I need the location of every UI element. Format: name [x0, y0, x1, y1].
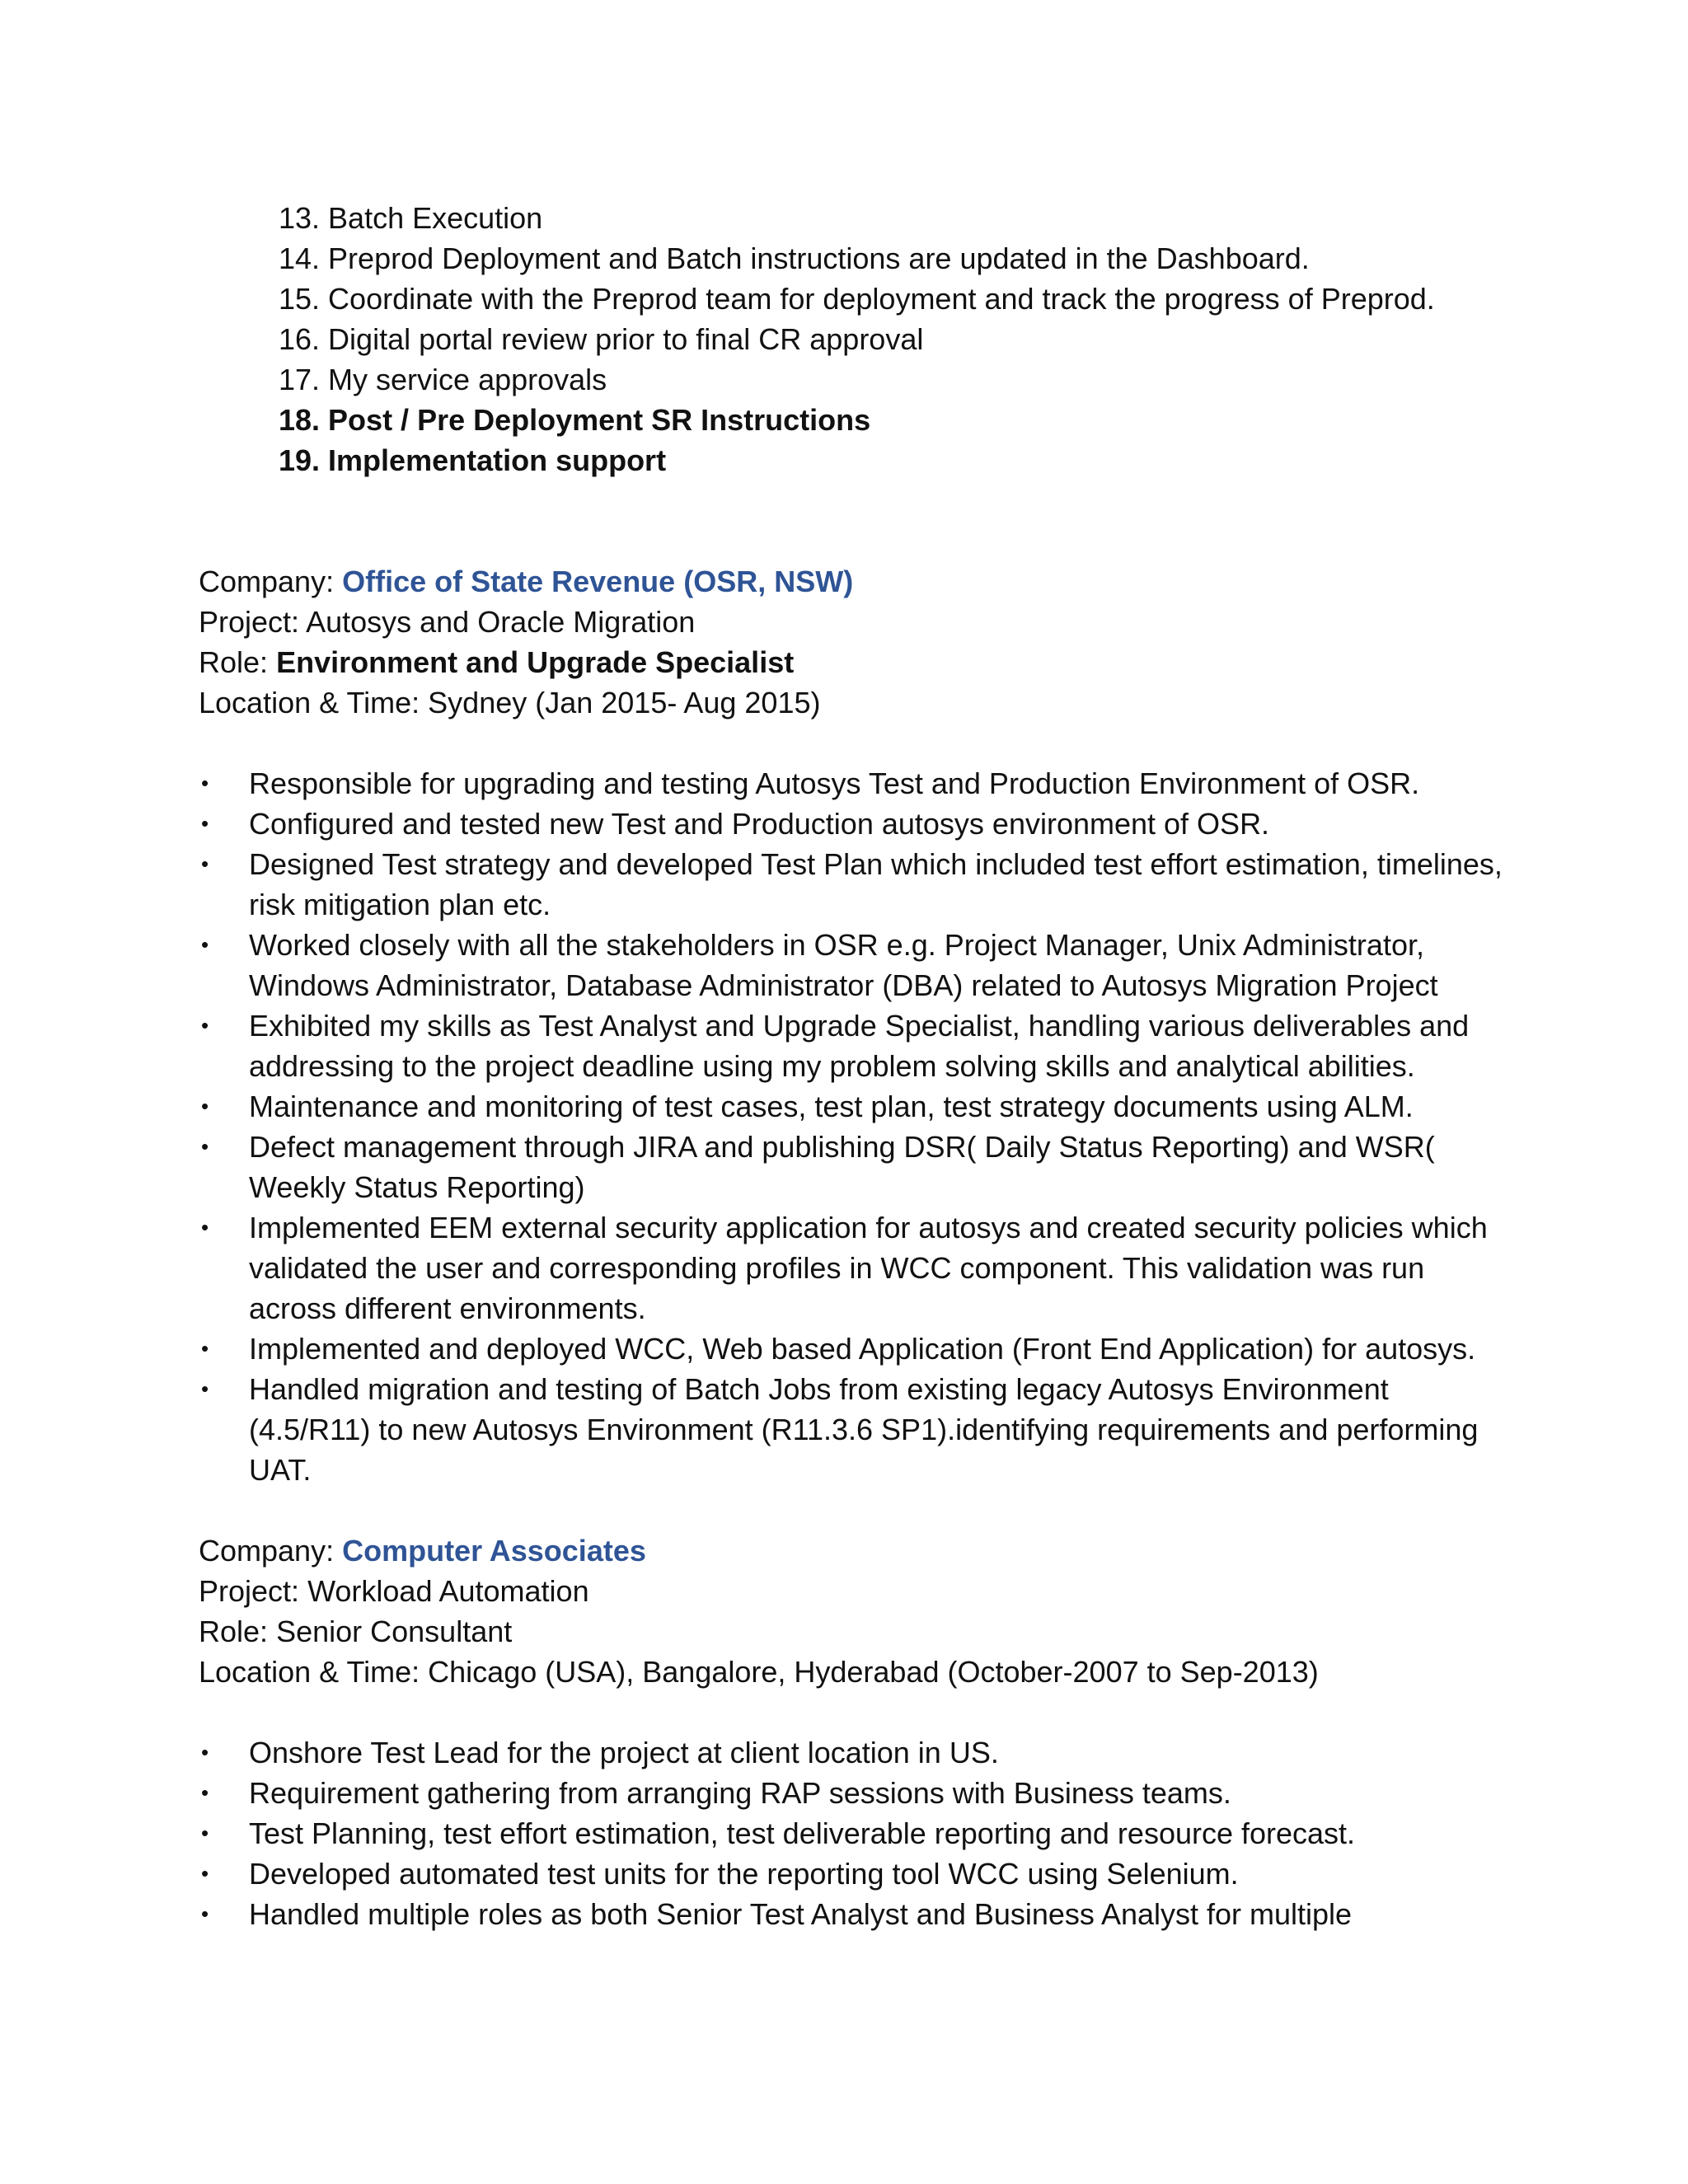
bullet-text: Developed automated test units for the reporting tool WCC using Selenium. — [249, 1857, 1239, 1891]
job-ca — [199, 1530, 1517, 1692]
bullet-item — [199, 1207, 1517, 1329]
numbered-item — [279, 279, 1517, 319]
bullet-text: Maintenance and monitoring of test cases, test plan, test strategy documents using ALM. — [249, 1090, 1414, 1123]
item-number: 17. — [279, 363, 321, 396]
page-content — [199, 198, 1517, 1934]
role-line — [199, 1611, 1517, 1652]
numbered-item — [279, 440, 1517, 480]
bullet-text: Exhibited my skills as Test Analyst and Upgrade Specialist, handling various deliverables and addressing to the project deadline using my problem solving skills and analytical abilities. — [249, 1009, 1470, 1083]
location-value: Sydney (Jan 2015- Aug 2015) — [428, 686, 821, 719]
item-text: Implementation support — [328, 443, 667, 477]
bullet-item — [199, 1854, 1517, 1894]
bullet-text: Test Planning, test effort estimation, test deliverable reporting and resource forecast. — [249, 1816, 1356, 1850]
location-line — [199, 682, 1517, 723]
bullet-icon: • — [201, 1215, 209, 1240]
bullet-icon: • — [201, 1901, 209, 1926]
item-text: Coordinate with the Preprod team for deployment and track the progress of Preprod. — [328, 282, 1435, 316]
bullet-icon: • — [201, 811, 209, 836]
item-number: 13. — [279, 201, 321, 235]
numbered-item — [279, 359, 1517, 400]
numbered-item — [279, 198, 1517, 238]
section-spacer — [199, 480, 1517, 561]
bullet-item — [199, 1005, 1517, 1086]
item-text: Digital portal review prior to final CR approval — [328, 322, 924, 356]
project-line — [199, 1571, 1517, 1611]
bullet-item — [199, 1369, 1517, 1490]
bullet-text: Implemented EEM external security application for autosys and created security policies which validated the user and corresponding profiles in WCC component. This validation was run across different environments. — [249, 1211, 1488, 1325]
location-value: Chicago (USA), Bangalore, Hyderabad (October-2007 to Sep-2013) — [428, 1655, 1319, 1689]
bullet-item — [199, 1086, 1517, 1127]
bullet-text: Handled multiple roles as both Senior Test Analyst and Business Analyst for multiple — [249, 1897, 1353, 1931]
company-label: Company: — [199, 565, 335, 598]
bullet-icon: • — [201, 1013, 209, 1038]
bullet-text: Responsible for upgrading and testing Autosys Test and Production Environment of OSR. — [249, 766, 1420, 800]
bullet-icon: • — [201, 932, 209, 957]
bullet-icon: • — [201, 1094, 209, 1118]
company-line — [199, 1530, 1517, 1571]
role-label: Role: — [199, 645, 269, 679]
bullet-item — [199, 804, 1517, 844]
item-number: 16. — [279, 322, 321, 356]
bullet-icon: • — [201, 1134, 209, 1159]
numbered-item — [279, 238, 1517, 279]
bullet-item — [199, 1732, 1517, 1773]
project-name: Workload Automation — [307, 1574, 589, 1608]
project-line — [199, 602, 1517, 642]
bullet-item — [199, 1127, 1517, 1207]
bullet-icon: • — [201, 1780, 209, 1805]
location-line — [199, 1652, 1517, 1692]
company-line — [199, 561, 1517, 602]
bullet-icon: • — [201, 851, 209, 876]
item-text: Post / Pre Deployment SR Instructions — [328, 403, 871, 437]
bullet-text: Requirement gathering from arranging RAP sessions with Business teams. — [249, 1776, 1231, 1810]
section-spacer — [199, 1692, 1517, 1732]
project-name: Autosys and Oracle Migration — [306, 605, 696, 639]
project-label: Project: — [199, 605, 300, 639]
bullet-text: Designed Test strategy and developed Test Plan which included test effort estimation, timelines, risk mitigation plan etc. — [249, 847, 1503, 921]
company-name: Office of State Revenue (OSR, NSW) — [342, 565, 854, 598]
bullet-icon: • — [201, 1821, 209, 1845]
bullet-icon: • — [201, 1740, 209, 1765]
section-spacer — [199, 723, 1517, 763]
numbered-item — [279, 400, 1517, 440]
role-name: Environment and Upgrade Specialist — [276, 645, 795, 679]
location-label: Location & Time: — [199, 1655, 420, 1689]
location-label: Location & Time: — [199, 686, 420, 719]
item-number: 18. — [279, 403, 321, 437]
bullet-icon: • — [201, 1861, 209, 1886]
osr-bullet-list — [199, 763, 1517, 1490]
bullet-text: Handled migration and testing of Batch Jobs from existing legacy Autosys Environment (4.5/R11) to new Autosys Environment (R11.3.6 SP1).identifying requirements and performing UAT. — [249, 1372, 1479, 1487]
item-number: 19. — [279, 443, 321, 477]
bullet-text: Onshore Test Lead for the project at client location in US. — [249, 1736, 999, 1769]
bullet-item — [199, 1329, 1517, 1369]
bullet-item — [199, 925, 1517, 1005]
bullet-icon: • — [201, 771, 209, 795]
bullet-text: Worked closely with all the stakeholders in OSR e.g. Project Manager, Unix Administrator, Windows Administrator, Database Administrator (DBA) related to Autosys Migration Project — [249, 928, 1438, 1002]
role-line — [199, 642, 1517, 682]
bullet-item — [199, 1773, 1517, 1813]
project-label: Project: — [199, 1574, 300, 1608]
role-name: Senior Consultant — [276, 1615, 513, 1648]
bullet-item — [199, 844, 1517, 925]
bullet-text: Implemented and deployed WCC, Web based Application (Front End Application) for autosys. — [249, 1332, 1476, 1366]
item-text: Batch Execution — [328, 201, 543, 235]
company-label: Company: — [199, 1534, 335, 1568]
company-name: Computer Associates — [342, 1534, 646, 1568]
section-spacer — [199, 1490, 1517, 1530]
item-number: 14. — [279, 241, 321, 275]
bullet-text: Configured and tested new Test and Production autosys environment of OSR. — [249, 807, 1270, 841]
numbered-item — [279, 319, 1517, 359]
responsibilities-numbered-list — [199, 198, 1517, 480]
item-text: My service approvals — [328, 363, 607, 396]
job-osr — [199, 561, 1517, 723]
bullet-item — [199, 1894, 1517, 1934]
bullet-item — [199, 1813, 1517, 1854]
bullet-text: Defect management through JIRA and publishing DSR( Daily Status Reporting) and WSR( Weekly Status Reporting) — [249, 1130, 1435, 1204]
item-text: Preprod Deployment and Batch instructions are updated in the Dashboard. — [328, 241, 1310, 275]
bullet-item — [199, 763, 1517, 804]
bullet-icon: • — [201, 1376, 209, 1401]
bullet-icon: • — [201, 1336, 209, 1361]
ca-bullet-list — [199, 1732, 1517, 1934]
role-label: Role: — [199, 1615, 269, 1648]
item-number: 15. — [279, 282, 321, 316]
